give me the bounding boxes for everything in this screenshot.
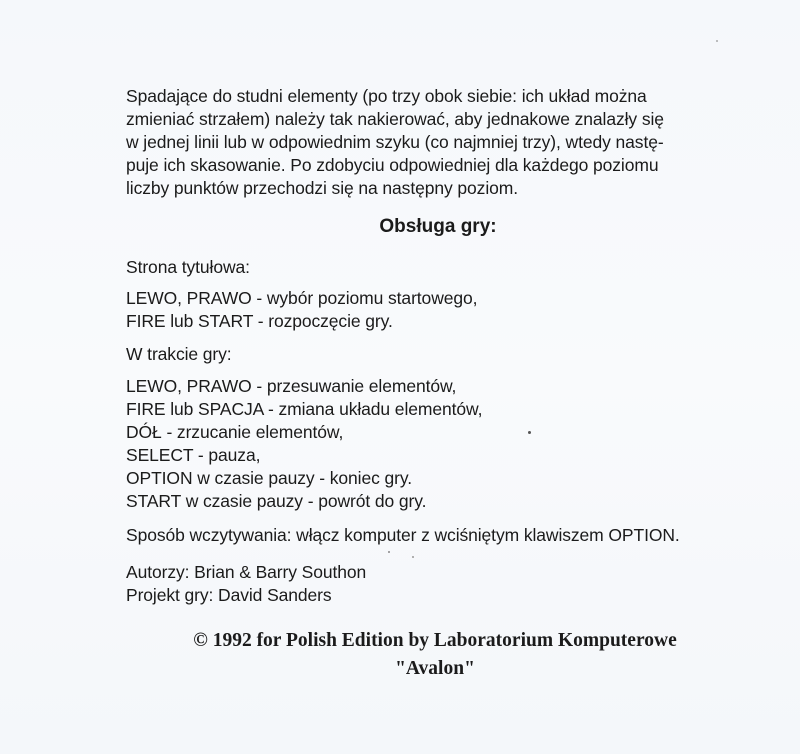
authors-line: Autorzy: Brian & Barry Southon xyxy=(126,562,367,582)
print-speck xyxy=(412,556,414,558)
intro-line: liczby punktów przechodzi się na następny poziom. xyxy=(126,178,518,198)
during-game-label: W trakcie gry: xyxy=(126,344,232,364)
title-screen-label: Strona tytułowa: xyxy=(126,257,250,277)
intro-paragraph xyxy=(126,85,751,200)
print-speck xyxy=(388,551,390,553)
print-speck xyxy=(528,431,531,434)
control-line: OPTION w czasie pauzy - koniec gry. xyxy=(126,468,412,488)
control-line: FIRE lub START - rozpoczęcie gry. xyxy=(126,311,393,331)
control-line: DÓŁ - zrzucanie elementów, xyxy=(126,422,344,442)
intro-line: w jednej linii lub w odpowiednim szyku (co najmniej trzy), wtedy nastę- xyxy=(126,132,664,152)
print-speck xyxy=(716,40,718,42)
copyright-line: © 1992 for Polish Edition by Laboratorium Komputerowe xyxy=(193,630,677,651)
publisher-name: "Avalon" xyxy=(395,658,475,679)
control-line: START w czasie pauzy - powrót do gry. xyxy=(126,491,427,511)
controls-heading: Obsługa gry: xyxy=(379,216,497,237)
control-line: LEWO, PRAWO - przesuwanie elementów, xyxy=(126,376,457,396)
intro-line: zmieniać strzałem) należy tak nakierować, aby jednakowe znalazły się xyxy=(126,109,664,129)
control-line: SELECT - pauza, xyxy=(126,445,261,465)
design-line: Projekt gry: David Sanders xyxy=(126,585,332,605)
intro-line: Spadające do studni elementy (po trzy obok siebie: ich układ można xyxy=(126,86,647,106)
intro-line: puje ich skasowanie. Po zdobyciu odpowiedniej dla każdego poziomu xyxy=(126,155,659,175)
during-game-controls xyxy=(126,375,482,513)
control-line: FIRE lub SPACJA - zmiana układu elementów, xyxy=(126,399,483,419)
title-screen-controls xyxy=(126,287,477,333)
loading-instructions: Sposób wczytywania: włącz komputer z wciśniętym klawiszem OPTION. xyxy=(126,525,680,545)
control-line: LEWO, PRAWO - wybór poziomu startowego, xyxy=(126,288,478,308)
